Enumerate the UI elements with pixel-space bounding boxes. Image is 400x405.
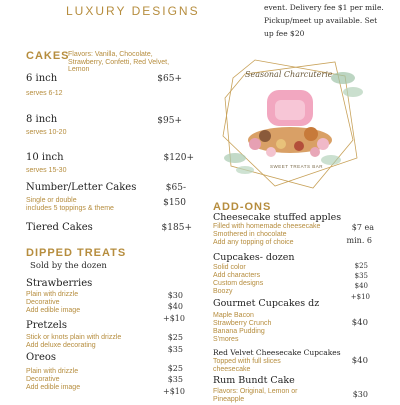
oreos-line-2: Decorative [26, 376, 60, 383]
gourmet-line-1: Maple Bacon [213, 312, 254, 319]
gourmet-price: $40 [351, 318, 368, 328]
delivery-note-line-2: Pickup/meet up available. Set [264, 16, 378, 25]
strawberries-price-3: +$10 [163, 314, 185, 323]
cake-8-inch-price: $95+ [157, 116, 182, 126]
cupcakes-line-1: Solid color [213, 264, 246, 271]
dipped-treats-subheading: Sold by the dozen [30, 261, 107, 271]
strawberries-price-1: $30 [167, 291, 183, 300]
cake-8-inch-serves: serves 10-20 [26, 129, 67, 136]
delivery-note-line-1: event. Delivery fee $1 per mile. [264, 3, 384, 12]
cupcakes-price-3: $40 [354, 282, 368, 290]
red-velvet-line-2: cheesecake [213, 366, 251, 373]
cupcakes-line-3: Custom designs [213, 280, 264, 287]
gourmet-cupcakes-name: Gourmet Cupcakes dz [213, 298, 320, 309]
pretzels-price-1: $25 [167, 333, 183, 342]
tiered-cakes-name: Tiered Cakes [26, 222, 93, 233]
cakes-flavors-line-3: Lemon [68, 66, 90, 73]
cheesecake-apples-name: Cheesecake stuffed apples [213, 212, 342, 223]
bundt-line-2: Pineapple [213, 396, 245, 403]
gourmet-line-3: Banana Pudding [213, 328, 265, 335]
strawberries-price-2: $40 [167, 302, 183, 311]
cupcakes-price-4: +$10 [350, 293, 370, 301]
oreos-line-3: Add edible image [26, 384, 81, 391]
gourmet-line-2: Strawberry Crunch [213, 320, 272, 327]
dipped-treats-heading: DIPPED TREATS [26, 247, 127, 259]
strawberries-line-2: Decorative [26, 299, 60, 306]
strawberries-name: Strawberries [26, 278, 93, 289]
logo-subtitle: SWEET TREATS BAR [270, 164, 324, 169]
cakes-heading: CAKES [26, 50, 70, 62]
pretzels-line-1: Stick or knots plain with drizzle [26, 334, 122, 341]
logo [215, 48, 365, 198]
bundt-line-1: Flavors: Original, Lemon or [213, 388, 298, 395]
delivery-note-line-3: up fee $20 [264, 29, 305, 38]
cake-10-inch-name: 10 inch [26, 152, 64, 163]
red-velvet-price: $40 [351, 356, 368, 366]
oreos-price-1: $25 [167, 364, 183, 373]
strawberries-line-3: Add edible image [26, 307, 81, 314]
cake-10-inch-serves: serves 15-30 [26, 167, 67, 174]
oreos-name: Oreos [26, 352, 57, 363]
pretzels-name: Pretzels [26, 320, 67, 331]
number-letter-cakes-name: Number/Letter Cakes [26, 182, 137, 193]
number-letter-cakes-price-1: $65- [165, 183, 186, 193]
cake-6-inch-serves: serves 6-12 [26, 90, 63, 97]
cheesecake-apples-min: min. 6 [346, 236, 372, 245]
addons-heading: ADD-ONS [213, 201, 272, 213]
strawberries-line-1: Plain with drizzle [26, 291, 79, 298]
cheesecake-apples-line-2: Smothered in chocolate [213, 231, 287, 238]
brand-tagline: LUXURY DESIGNS [66, 4, 200, 18]
cake-8-inch-name: 8 inch [26, 114, 58, 125]
cheesecake-apples-line-1: Filled with homemade cheesecake [213, 223, 321, 230]
oreos-price-2: $35 [167, 375, 183, 384]
oreos-line-1: Plain with drizzle [26, 368, 79, 375]
cheesecake-apples-line-3: Add any topping of choice [213, 239, 294, 246]
cupcakes-name: Cupcakes- dozen [213, 252, 295, 263]
number-letter-cakes-price-2: $150 [163, 198, 186, 208]
logo-script: Seasonal Charcuterie [245, 70, 333, 79]
oreos-price-3: +$10 [163, 387, 185, 396]
red-velvet-line-1: Topped with full slices [213, 358, 281, 365]
cupcakes-line-2: Add characters [213, 272, 261, 279]
pretzels-line-2: Add deluxe decorating [26, 342, 96, 349]
cheesecake-apples-price: $7 ea [351, 223, 374, 232]
number-letter-cakes-detail-1: Single or double [26, 197, 77, 204]
cakes-flavors-line-2: Strawberry, Confetti, Red Velvet, [68, 59, 170, 66]
red-velvet-cupcakes-name: Red Velvet Cheesecake Cupcakes [213, 348, 341, 357]
cake-6-inch-price: $65+ [157, 74, 182, 84]
gourmet-line-4: S'mores [213, 336, 239, 343]
pretzels-price-2: $35 [167, 345, 183, 354]
number-letter-cakes-detail-2: includes 5 toppings & theme [26, 205, 114, 212]
cake-10-inch-price: $120+ [163, 153, 194, 163]
cupcakes-line-4: Boozy [213, 288, 233, 295]
cakes-flavors-line-1: Flavors: Vanilla, Chocolate, [68, 51, 153, 58]
cupcakes-price-1: $25 [354, 262, 368, 270]
cupcakes-price-2: $35 [354, 272, 368, 280]
bundt-price: $30 [352, 390, 368, 399]
rum-bundt-cake-name: Rum Bundt Cake [213, 375, 295, 386]
cake-6-inch-name: 6 inch [26, 73, 58, 84]
tiered-cakes-price: $185+ [161, 223, 192, 233]
